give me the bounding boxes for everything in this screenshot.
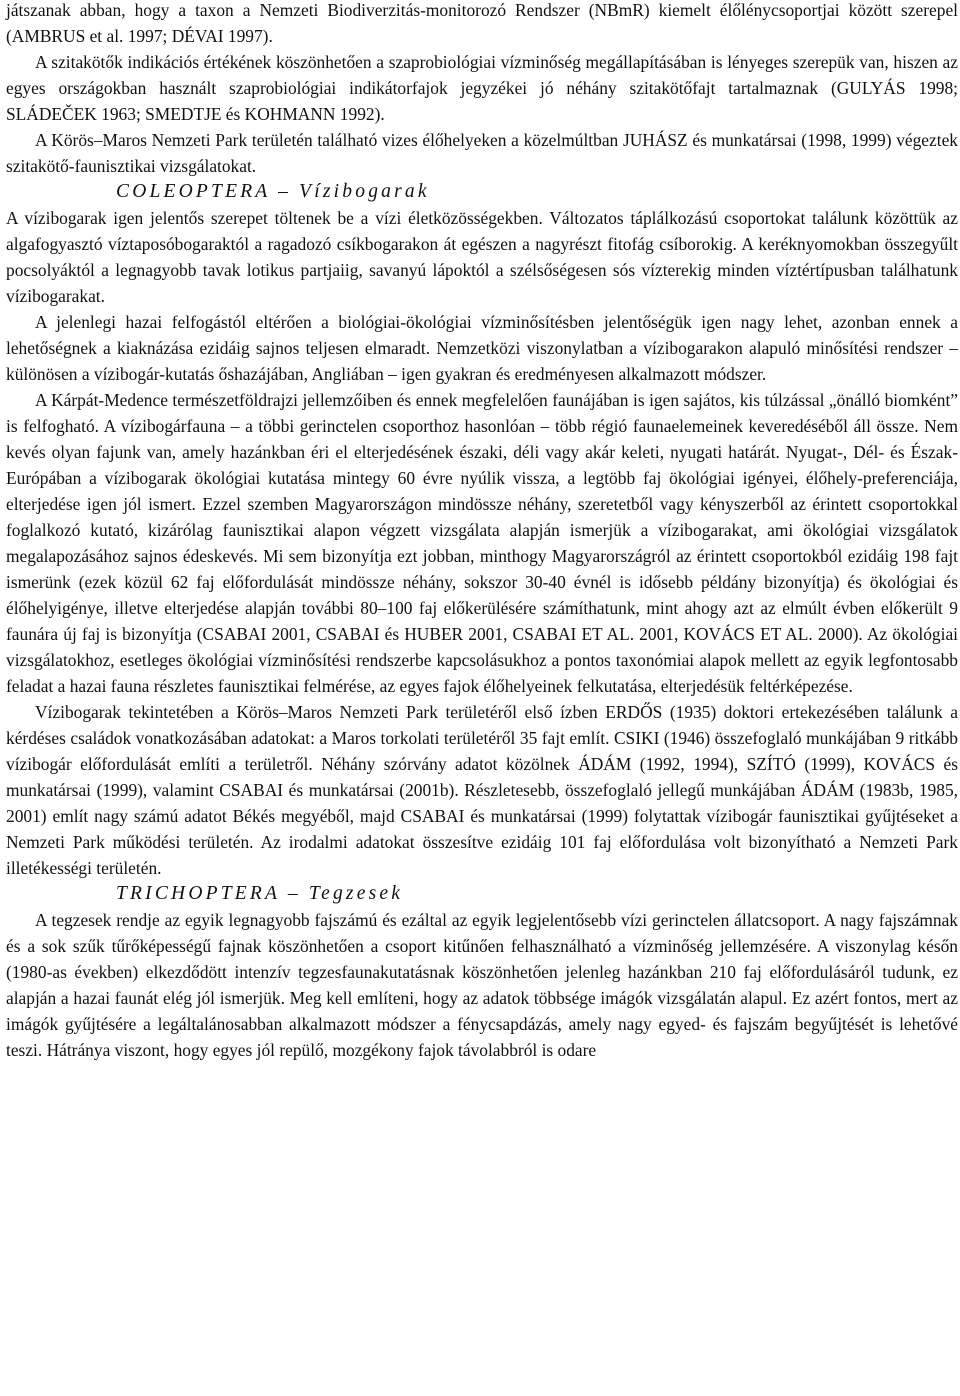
paragraph: A Körös–Maros Nemzeti Park területén található vizes élőhelyeken a közelmúltban JUHÁSZ és munkatársai (1998, 1999) végeztek szitakötő-faunisztikai vizsgálatokat. [6, 130, 958, 176]
section-heading-coleoptera: COLEOPTERA – Vízibogarak [116, 181, 430, 202]
paragraph: Vízibogarak tekintetében a Körös–Maros Nemzeti Park területéről első ízben ERDŐS (1935) doktori ertekezésében találunk a kérdéses családok vonatkozásában adatokat: a Maros torkolati területéről 35 fajt említ. CSIKI (1946) összefoglaló munkájában 9 ritkább vízibogár előfordulását említi a területről. Néhány szórvány adatot közölnek ÁDÁM (1992, 1994), SZÍTÓ (1999), KOVÁCS és munkatársai (1999), valamint CSABAI és munkatársai (2001b). Részletesebb, összefoglaló jellegű munkájában ÁDÁM (1983b, 1985, 2001) említ nagy számú adatot Békés megyéből, majd CSABAI és munkatársai (1999) folytattak vízibogár faunisztikai gyűjtéseket a Nemzeti Park működési területén. Az irodalmi adatokat összesítve ezidáig 101 faj előfordulása volt bizonyítható a Nemzeti Park illetékességi területén. [6, 702, 958, 878]
paragraph: A vízibogarak igen jelentős szerepet töltenek be a vízi életközösségekben. Változatos táplálkozású csoportokat találunk közöttük az algafogyasztó víztaposóbogaraktól a ragadozó csíkbogarakon át egészen a nagyrészt fitofág csíborokig. A keréknyomokban összegyűlt pocsolyáktól a legnagyobb tavak lotikus partjaiig, savanyú lápoktól a szélsőségesen sós vízterekig minden víztértípusban találhatunk vízibogarakat. [6, 208, 958, 306]
section-heading-trichoptera: TRICHOPTERA – Tegzesek [116, 883, 404, 904]
paragraph: A tegzesek rendje az egyik legnagyobb fajszámú és ezáltal az egyik legjelentősebb vízi gerinctelen állatcsoport. A nagy fajszámnak és a sok szűk tűrőképességű fajnak köszönhetően a csoport kitűnően felhasználható a vízminőség jellemzésére. A viszonylag későn (1980-as években) elkezdődött intenzív tegzesfaunakutatásnak köszönhetően jelenleg hazánkban 210 faj előfordulásáról tudunk, ez alapján a hazai faunát elég jól ismerjük. Meg kell említeni, hogy az adatok többsége imágók vizsgálatán alapul. Ez azért fontos, mert az imágók gyűjtésére a legáltalánosabban alkalmazott módszer a fénycsapdázás, amely nagy egyed- és fajszám begyűjtését is lehetővé teszi. Hátránya viszont, hogy egyes jól repülő, mozgékony fajok távolabbról is odare [6, 910, 958, 1060]
paragraph: A szitakötők indikációs értékének köszönhetően a szaprobiológiai vízminőség megállapításában is lényeges szerepük van, hiszen az egyes országokban használt szaprobiológiai indikátorfajok jegyzékei jó néhány szitakötőfajt tartalmaznak (GULYÁS 1998; SLÁDEČEK 1963; SMEDTJE és KOHMANN 1992). [6, 52, 958, 124]
paragraph-continued: játszanak abban, hogy a taxon a Nemzeti Biodiverzitás-monitorozó Rendszer (NBmR) kiemelt élőlénycsoportjai között szerepel (AMBRUS et al. 1997; DÉVAI 1997). [6, 0, 958, 46]
paragraph: A Kárpát-Medence természetföldrajzi jellemzőiben és ennek megfelelően faunájában is igen sajátos, kis túlzással „önálló biomként” is felfogható. A vízibogárfauna – a többi gerinctelen csoporthoz hasonlóan – több régió faunaelemeinek keveredéséből áll össze. Nem kevés olyan fajunk van, amely hazánkban éri el elterjedésének északi, déli vagy akár keleti, nyugati határát. Nyugat-, Dél- és Észak-Európában a vízibogarak ökológiai kutatása mintegy 60 évre nyúlik vissza, a legtöbb faj ökológiai igényei, élőhely-preferenciája, elterjedése igen jól ismert. Ezzel szemben Magyarországon mindössze néhány, szeretetből vagy kényszerből az érintett csoportokkal foglalkozó kutató, kizárólag faunisztikai alapon végzett vizsgálata alapján ismerjük a vízibogarakat, ami ökológiai vizsgálatok megalapozásához sajnos édeskevés. Mi sem bizonyítja ezt jobban, minthogy Magyarországról az érintett csoportokból ezidáig 198 fajt ismerünk (ezek közül 62 faj előfordulását mindössze néhány, sokszor 30-40 évnél is idősebb példány bizonyítja) és ökológiai és élőhelyigénye, illetve elterjedése alapján további 80–100 faj előkerülésére számíthatunk, mint ahogy azt az elmúlt évben előkerült 9 faunára új faj is bizonyítja (CSABAI 2001, CSABAI és HUBER 2001, CSABAI ET AL. 2001, KOVÁCS ET AL. 2000). Az ökológiai vizsgálatokhoz, esetleges ökológiai vízminősítési rendszerbe kapcsolásukhoz a pontos taxonómiai alapok mellett az egyik legfontosabb feladat a hazai fauna részletes faunisztikai felmérése, az egyes fajok élőhelyeinek felkutatása, elterjedésük feltérképezése. [6, 390, 958, 696]
document-page [6, 0, 958, 1063]
paragraph: A jelenlegi hazai felfogástól eltérően a biológiai-ökológiai vízminősítésben jelentőségük igen nagy lehet, azonban ennek a lehetőségnek a kiaknázása ezidáig sajnos teljesen elmaradt. Nemzetközi viszonylatban a vízibogarakon alapuló minősítési rendszer – különösen a vízibogár-kutatás őshazájában, Angliában – igen gyakran és eredményesen alkalmazott módszer. [6, 312, 958, 384]
